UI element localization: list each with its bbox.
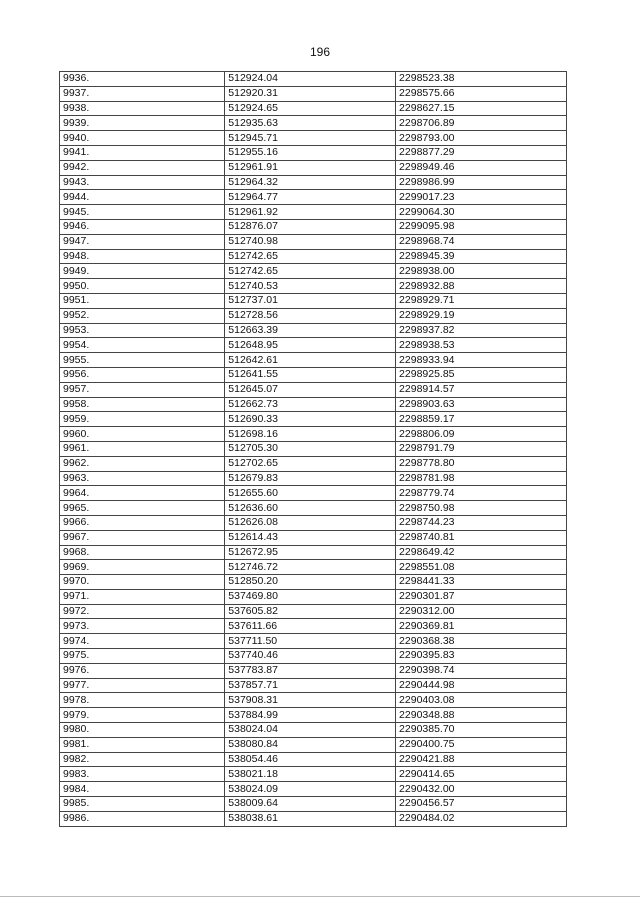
y-coordinate-cell: 2290398.74 — [396, 663, 567, 678]
x-coordinate-cell: 512876.07 — [225, 219, 396, 234]
table-row — [60, 501, 567, 516]
point-number-cell: 9976. — [60, 663, 225, 678]
x-coordinate-cell: 512924.04 — [225, 72, 396, 87]
x-coordinate-cell: 538054.46 — [225, 752, 396, 767]
coordinates-table-body — [60, 72, 567, 827]
point-number-cell: 9951. — [60, 293, 225, 308]
y-coordinate-cell: 2298903.63 — [396, 397, 567, 412]
page-bottom-divider — [0, 896, 640, 897]
point-number-cell: 9938. — [60, 101, 225, 116]
x-coordinate-cell: 538024.04 — [225, 723, 396, 738]
y-coordinate-cell: 2298627.15 — [396, 101, 567, 116]
point-number-cell: 9956. — [60, 367, 225, 382]
point-number-cell: 9947. — [60, 234, 225, 249]
y-coordinate-cell: 2298740.81 — [396, 530, 567, 545]
table-row — [60, 116, 567, 131]
x-coordinate-cell: 512961.92 — [225, 205, 396, 220]
table-row — [60, 560, 567, 575]
point-number-cell: 9974. — [60, 634, 225, 649]
y-coordinate-cell: 2298938.53 — [396, 338, 567, 353]
point-number-cell: 9941. — [60, 145, 225, 160]
x-coordinate-cell: 537783.87 — [225, 663, 396, 678]
y-coordinate-cell: 2298929.19 — [396, 308, 567, 323]
point-number-cell: 9952. — [60, 308, 225, 323]
table-row — [60, 382, 567, 397]
point-number-cell: 9963. — [60, 471, 225, 486]
y-coordinate-cell: 2290385.70 — [396, 723, 567, 738]
x-coordinate-cell: 512742.65 — [225, 249, 396, 264]
x-coordinate-cell: 512645.07 — [225, 382, 396, 397]
x-coordinate-cell: 512662.73 — [225, 397, 396, 412]
x-coordinate-cell: 512728.56 — [225, 308, 396, 323]
x-coordinate-cell: 537469.80 — [225, 589, 396, 604]
point-number-cell: 9983. — [60, 767, 225, 782]
table-row — [60, 397, 567, 412]
point-number-cell: 9978. — [60, 693, 225, 708]
y-coordinate-cell: 2298925.85 — [396, 367, 567, 382]
point-number-cell: 9966. — [60, 515, 225, 530]
point-number-cell: 9981. — [60, 737, 225, 752]
x-coordinate-cell: 512642.61 — [225, 353, 396, 368]
y-coordinate-cell: 2298744.23 — [396, 515, 567, 530]
y-coordinate-cell: 2290444.98 — [396, 678, 567, 693]
y-coordinate-cell: 2298929.71 — [396, 293, 567, 308]
y-coordinate-cell: 2299017.23 — [396, 190, 567, 205]
table-row — [60, 190, 567, 205]
y-coordinate-cell: 2290414.65 — [396, 767, 567, 782]
point-number-cell: 9972. — [60, 604, 225, 619]
x-coordinate-cell: 512737.01 — [225, 293, 396, 308]
table-row — [60, 160, 567, 175]
point-number-cell: 9943. — [60, 175, 225, 190]
point-number-cell: 9985. — [60, 797, 225, 812]
x-coordinate-cell: 512614.43 — [225, 530, 396, 545]
point-number-cell: 9979. — [60, 708, 225, 723]
point-number-cell: 9986. — [60, 811, 225, 826]
table-row — [60, 441, 567, 456]
y-coordinate-cell: 2290368.38 — [396, 634, 567, 649]
x-coordinate-cell: 512924.65 — [225, 101, 396, 116]
x-coordinate-cell: 512945.71 — [225, 131, 396, 146]
point-number-cell: 9970. — [60, 575, 225, 590]
x-coordinate-cell: 537857.71 — [225, 678, 396, 693]
point-number-cell: 9939. — [60, 116, 225, 131]
y-coordinate-cell: 2298551.08 — [396, 560, 567, 575]
table-row — [60, 811, 567, 826]
y-coordinate-cell: 2298986.99 — [396, 175, 567, 190]
x-coordinate-cell: 537605.82 — [225, 604, 396, 619]
y-coordinate-cell: 2298441.33 — [396, 575, 567, 590]
y-coordinate-cell: 2298575.66 — [396, 86, 567, 101]
point-number-cell: 9948. — [60, 249, 225, 264]
point-number-cell: 9962. — [60, 456, 225, 471]
y-coordinate-cell: 2290403.08 — [396, 693, 567, 708]
page-number: 196 — [309, 45, 331, 59]
x-coordinate-cell: 537711.50 — [225, 634, 396, 649]
point-number-cell: 9937. — [60, 86, 225, 101]
x-coordinate-cell: 512964.77 — [225, 190, 396, 205]
table-row — [60, 131, 567, 146]
point-number-cell: 9965. — [60, 501, 225, 516]
table-row — [60, 782, 567, 797]
point-number-cell: 9977. — [60, 678, 225, 693]
table-row — [60, 175, 567, 190]
y-coordinate-cell: 2298523.38 — [396, 72, 567, 87]
y-coordinate-cell: 2298778.80 — [396, 456, 567, 471]
coordinates-table — [59, 71, 567, 827]
x-coordinate-cell: 538009.64 — [225, 797, 396, 812]
x-coordinate-cell: 512705.30 — [225, 441, 396, 456]
table-row — [60, 367, 567, 382]
table-row — [60, 708, 567, 723]
x-coordinate-cell: 538021.18 — [225, 767, 396, 782]
point-number-cell: 9980. — [60, 723, 225, 738]
x-coordinate-cell: 537611.66 — [225, 619, 396, 634]
x-coordinate-cell: 537884.99 — [225, 708, 396, 723]
x-coordinate-cell: 512679.83 — [225, 471, 396, 486]
table-row — [60, 279, 567, 294]
table-row — [60, 649, 567, 664]
x-coordinate-cell: 512663.39 — [225, 323, 396, 338]
x-coordinate-cell: 512955.16 — [225, 145, 396, 160]
x-coordinate-cell: 512742.65 — [225, 264, 396, 279]
x-coordinate-cell: 512740.98 — [225, 234, 396, 249]
table-row — [60, 86, 567, 101]
x-coordinate-cell: 512698.16 — [225, 427, 396, 442]
table-row — [60, 323, 567, 338]
x-coordinate-cell: 512961.91 — [225, 160, 396, 175]
point-number-cell: 9940. — [60, 131, 225, 146]
y-coordinate-cell: 2290400.75 — [396, 737, 567, 752]
table-row — [60, 797, 567, 812]
point-number-cell: 9967. — [60, 530, 225, 545]
x-coordinate-cell: 512648.95 — [225, 338, 396, 353]
point-number-cell: 9946. — [60, 219, 225, 234]
y-coordinate-cell: 2298793.00 — [396, 131, 567, 146]
table-row — [60, 767, 567, 782]
y-coordinate-cell: 2290432.00 — [396, 782, 567, 797]
table-row — [60, 205, 567, 220]
point-number-cell: 9971. — [60, 589, 225, 604]
y-coordinate-cell: 2298791.79 — [396, 441, 567, 456]
x-coordinate-cell: 538038.61 — [225, 811, 396, 826]
table-row — [60, 412, 567, 427]
table-row — [60, 619, 567, 634]
table-row — [60, 589, 567, 604]
x-coordinate-cell: 538024.09 — [225, 782, 396, 797]
x-coordinate-cell: 512641.55 — [225, 367, 396, 382]
table-row — [60, 693, 567, 708]
table-row — [60, 545, 567, 560]
point-number-cell: 9949. — [60, 264, 225, 279]
x-coordinate-cell: 512850.20 — [225, 575, 396, 590]
table-row — [60, 752, 567, 767]
y-coordinate-cell: 2298938.00 — [396, 264, 567, 279]
table-row — [60, 338, 567, 353]
point-number-cell: 9969. — [60, 560, 225, 575]
table-row — [60, 264, 567, 279]
point-number-cell: 9959. — [60, 412, 225, 427]
y-coordinate-cell: 2299064.30 — [396, 205, 567, 220]
table-row — [60, 219, 567, 234]
x-coordinate-cell: 512626.08 — [225, 515, 396, 530]
point-number-cell: 9953. — [60, 323, 225, 338]
y-coordinate-cell: 2290301.87 — [396, 589, 567, 604]
y-coordinate-cell: 2299095.98 — [396, 219, 567, 234]
table-row — [60, 308, 567, 323]
point-number-cell: 9942. — [60, 160, 225, 175]
x-coordinate-cell: 537908.31 — [225, 693, 396, 708]
point-number-cell: 9968. — [60, 545, 225, 560]
table-row — [60, 575, 567, 590]
y-coordinate-cell: 2298750.98 — [396, 501, 567, 516]
y-coordinate-cell: 2290421.88 — [396, 752, 567, 767]
x-coordinate-cell: 512702.65 — [225, 456, 396, 471]
table-row — [60, 249, 567, 264]
table-row — [60, 723, 567, 738]
table-row — [60, 353, 567, 368]
y-coordinate-cell: 2298937.82 — [396, 323, 567, 338]
point-number-cell: 9955. — [60, 353, 225, 368]
y-coordinate-cell: 2298806.09 — [396, 427, 567, 442]
table-row — [60, 678, 567, 693]
table-row — [60, 515, 567, 530]
table-row — [60, 663, 567, 678]
y-coordinate-cell: 2298706.89 — [396, 116, 567, 131]
point-number-cell: 9982. — [60, 752, 225, 767]
table-row — [60, 456, 567, 471]
x-coordinate-cell: 512690.33 — [225, 412, 396, 427]
table-row — [60, 737, 567, 752]
x-coordinate-cell: 512740.53 — [225, 279, 396, 294]
point-number-cell: 9950. — [60, 279, 225, 294]
table-row — [60, 427, 567, 442]
y-coordinate-cell: 2298877.29 — [396, 145, 567, 160]
table-row — [60, 486, 567, 501]
point-number-cell: 9964. — [60, 486, 225, 501]
x-coordinate-cell: 512636.60 — [225, 501, 396, 516]
point-number-cell: 9975. — [60, 649, 225, 664]
table-row — [60, 604, 567, 619]
x-coordinate-cell: 512655.60 — [225, 486, 396, 501]
table-row — [60, 634, 567, 649]
point-number-cell: 9984. — [60, 782, 225, 797]
point-number-cell: 9944. — [60, 190, 225, 205]
y-coordinate-cell: 2298914.57 — [396, 382, 567, 397]
y-coordinate-cell: 2298933.94 — [396, 353, 567, 368]
x-coordinate-cell: 512935.63 — [225, 116, 396, 131]
point-number-cell: 9957. — [60, 382, 225, 397]
point-number-cell: 9958. — [60, 397, 225, 412]
point-number-cell: 9945. — [60, 205, 225, 220]
point-number-cell: 9960. — [60, 427, 225, 442]
x-coordinate-cell: 512746.72 — [225, 560, 396, 575]
table-row — [60, 471, 567, 486]
y-coordinate-cell: 2290348.88 — [396, 708, 567, 723]
x-coordinate-cell: 538080.84 — [225, 737, 396, 752]
y-coordinate-cell: 2298949.46 — [396, 160, 567, 175]
x-coordinate-cell: 512920.31 — [225, 86, 396, 101]
point-number-cell: 9954. — [60, 338, 225, 353]
y-coordinate-cell: 2290369.81 — [396, 619, 567, 634]
y-coordinate-cell: 2298859.17 — [396, 412, 567, 427]
y-coordinate-cell: 2290312.00 — [396, 604, 567, 619]
y-coordinate-cell: 2298781.98 — [396, 471, 567, 486]
table-row — [60, 72, 567, 87]
y-coordinate-cell: 2290456.57 — [396, 797, 567, 812]
point-number-cell: 9973. — [60, 619, 225, 634]
y-coordinate-cell: 2290395.83 — [396, 649, 567, 664]
y-coordinate-cell: 2298945.39 — [396, 249, 567, 264]
x-coordinate-cell: 512672.95 — [225, 545, 396, 560]
x-coordinate-cell: 512964.32 — [225, 175, 396, 190]
x-coordinate-cell: 537740.46 — [225, 649, 396, 664]
table-row — [60, 530, 567, 545]
table-row — [60, 234, 567, 249]
point-number-cell: 9936. — [60, 72, 225, 87]
y-coordinate-cell: 2298649.42 — [396, 545, 567, 560]
y-coordinate-cell: 2298779.74 — [396, 486, 567, 501]
y-coordinate-cell: 2290484.02 — [396, 811, 567, 826]
table-row — [60, 293, 567, 308]
y-coordinate-cell: 2298968.74 — [396, 234, 567, 249]
y-coordinate-cell: 2298932.88 — [396, 279, 567, 294]
point-number-cell: 9961. — [60, 441, 225, 456]
table-row — [60, 101, 567, 116]
table-row — [60, 145, 567, 160]
